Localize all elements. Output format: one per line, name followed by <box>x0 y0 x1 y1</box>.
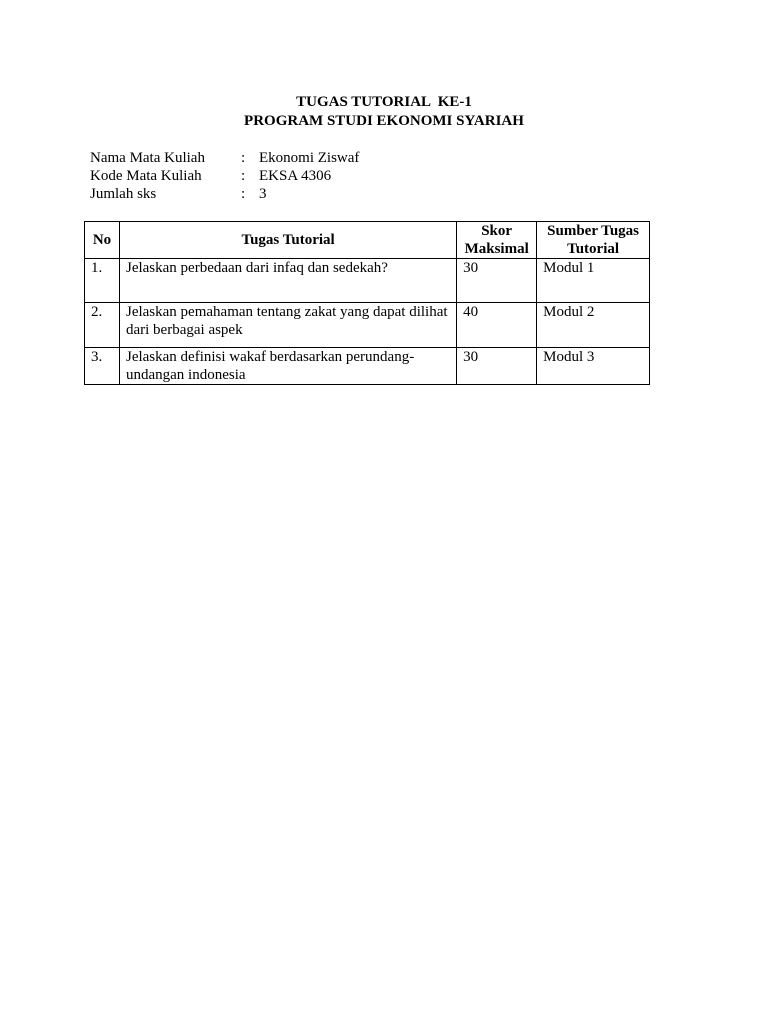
course-code-value: EKSA 4306 <box>259 168 332 184</box>
row-source: Modul 3 <box>537 348 650 385</box>
document-subtitle: PROGRAM STUDI EKONOMI SYARIAH <box>244 113 524 129</box>
credits-label: Jumlah sks <box>90 186 157 202</box>
document-title: TUGAS TUTORIAL KE-1 <box>296 94 472 110</box>
row-task: Jelaskan perbedaan dari infaq dan sedekah? <box>119 259 456 303</box>
row-no: 3. <box>85 348 120 385</box>
header-score-line2: Maksimal <box>464 241 529 257</box>
header-score <box>457 222 537 259</box>
header-source <box>537 222 650 259</box>
course-name-value: Ekonomi Ziswaf <box>259 150 360 166</box>
table-header-row <box>85 222 650 259</box>
table-row <box>85 259 650 303</box>
row-score: 30 <box>457 259 537 303</box>
header-score-line1: Skor <box>481 223 513 239</box>
course-code-label: Kode Mata Kuliah <box>90 168 202 184</box>
header-source-line1: Sumber Tugas <box>547 223 639 239</box>
row-source: Modul 2 <box>537 303 650 348</box>
course-info <box>90 149 490 203</box>
header-no: No <box>85 222 120 259</box>
row-task: Jelaskan definisi wakaf berdasarkan perundang-undangan indonesia <box>119 348 456 385</box>
row-score: 30 <box>457 348 537 385</box>
row-score: 40 <box>457 303 537 348</box>
row-task: Jelaskan pemahaman tentang zakat yang dapat dilihat dari berbagai aspek <box>119 303 456 348</box>
course-code-colon: : <box>241 168 246 184</box>
course-name-label: Nama Mata Kuliah <box>90 150 205 166</box>
credits-value: 3 <box>259 186 267 202</box>
credits-colon: : <box>241 186 246 202</box>
course-name-row <box>90 149 490 167</box>
row-no: 1. <box>85 259 120 303</box>
course-name-colon: : <box>241 150 246 166</box>
table-row <box>85 348 650 385</box>
row-source: Modul 1 <box>537 259 650 303</box>
credits-row <box>90 185 490 203</box>
row-no: 2. <box>85 303 120 348</box>
course-code-row <box>90 167 490 185</box>
header-source-line2: Tutorial <box>567 241 620 257</box>
table-row <box>85 303 650 348</box>
header-task: Tugas Tutorial <box>119 222 456 259</box>
tasks-table <box>84 221 650 385</box>
